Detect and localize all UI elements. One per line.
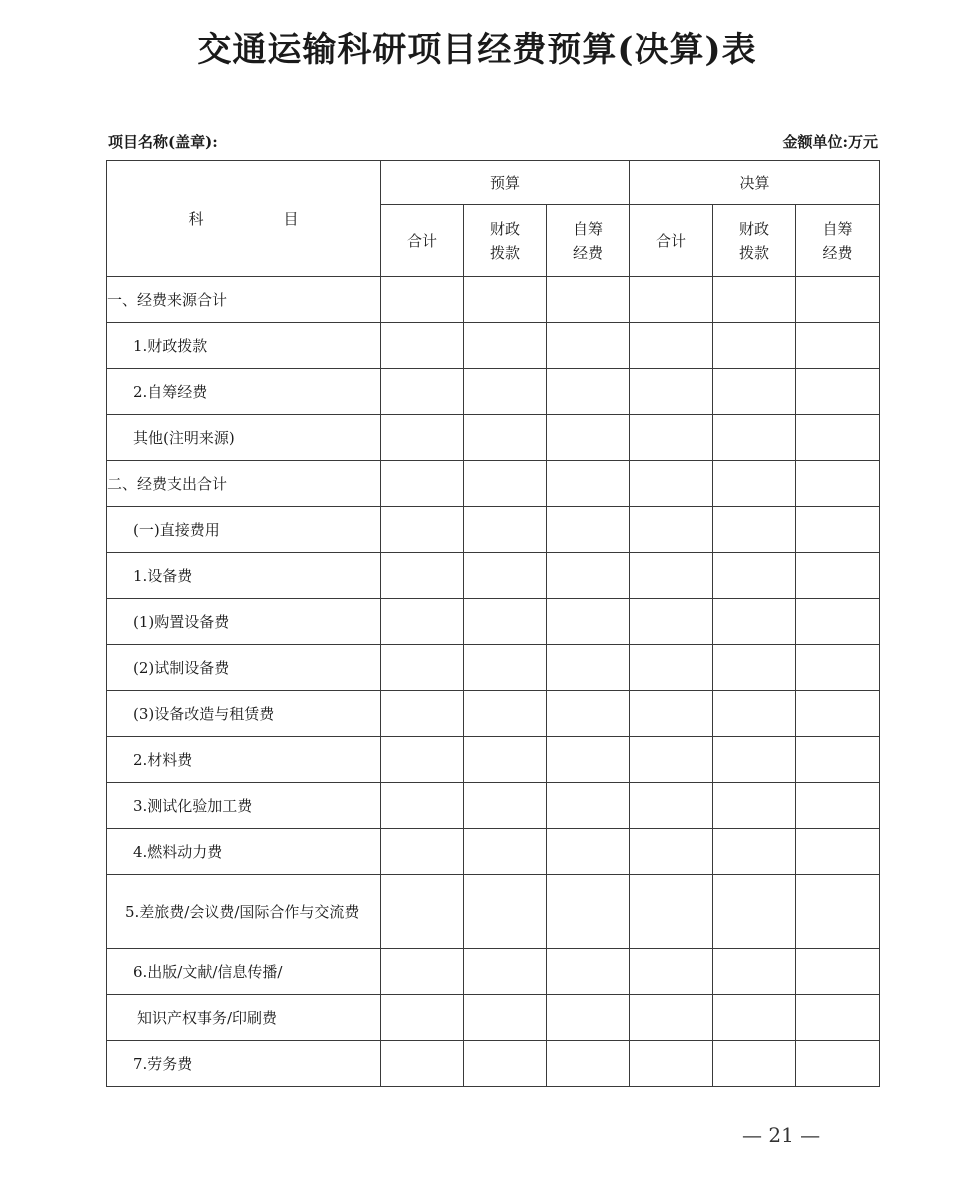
- table-cell[interactable]: [381, 1041, 464, 1087]
- table-cell[interactable]: [796, 277, 880, 323]
- table-cell[interactable]: [713, 1041, 796, 1087]
- table-cell[interactable]: [547, 949, 630, 995]
- row-label: 1.设备费: [107, 553, 381, 599]
- table-row: [107, 507, 880, 553]
- row-label: 5.差旅费/会议费/国际合作与交流费: [107, 875, 381, 949]
- table-cell[interactable]: [630, 645, 713, 691]
- table-row: [107, 277, 880, 323]
- row-label: 其他(注明来源): [107, 415, 381, 461]
- table-row: [107, 599, 880, 645]
- table-cell[interactable]: [630, 875, 713, 949]
- budget-group-header: 预算: [381, 161, 630, 205]
- table-cell[interactable]: [464, 369, 547, 415]
- table-row: [107, 783, 880, 829]
- table-cell[interactable]: [630, 995, 713, 1041]
- budget-fiscal-header: 财政 拨款: [464, 205, 547, 277]
- table-cell[interactable]: [713, 369, 796, 415]
- table-cell[interactable]: [464, 323, 547, 369]
- table-cell[interactable]: [796, 369, 880, 415]
- table-cell[interactable]: [381, 323, 464, 369]
- row-label: 二、经费支出合计: [107, 461, 381, 507]
- final-fiscal-header: 财政 拨款: [713, 205, 796, 277]
- table-cell[interactable]: [713, 323, 796, 369]
- row-label: 一、经费来源合计: [107, 277, 381, 323]
- budget-total-header: 合计: [381, 205, 464, 277]
- table-row: [107, 737, 880, 783]
- table-cell[interactable]: [381, 553, 464, 599]
- table-cell[interactable]: [713, 461, 796, 507]
- table-cell[interactable]: [464, 645, 547, 691]
- table-cell[interactable]: [464, 553, 547, 599]
- subject-header: [107, 161, 381, 277]
- table-cell[interactable]: [547, 277, 630, 323]
- table-cell[interactable]: [547, 415, 630, 461]
- table-cell[interactable]: [381, 783, 464, 829]
- table-cell[interactable]: [381, 277, 464, 323]
- table-cell[interactable]: [713, 995, 796, 1041]
- table-cell[interactable]: [547, 599, 630, 645]
- table-cell[interactable]: [713, 553, 796, 599]
- table-row: [107, 369, 880, 415]
- table-row: [107, 415, 880, 461]
- table-row: [107, 829, 880, 875]
- table-cell[interactable]: [796, 949, 880, 995]
- table-cell[interactable]: [381, 691, 464, 737]
- table-cell[interactable]: [547, 645, 630, 691]
- table-cell[interactable]: [796, 645, 880, 691]
- table-cell[interactable]: [796, 599, 880, 645]
- table-cell[interactable]: [547, 995, 630, 1041]
- table-cell[interactable]: [547, 323, 630, 369]
- table-cell[interactable]: [713, 875, 796, 949]
- table-cell[interactable]: [547, 829, 630, 875]
- table-row: [107, 1041, 880, 1087]
- table-row: [107, 323, 880, 369]
- table-cell[interactable]: [464, 829, 547, 875]
- table-cell[interactable]: [630, 415, 713, 461]
- final-account-group-header: 决算: [630, 161, 880, 205]
- table-cell[interactable]: [547, 369, 630, 415]
- header-row-groups: [107, 161, 880, 205]
- table-cell[interactable]: [381, 949, 464, 995]
- row-label: 4.燃料动力费: [107, 829, 381, 875]
- table-cell[interactable]: [713, 507, 796, 553]
- project-name-label: 项目名称(盖章):: [108, 133, 218, 151]
- page-number: — 21 —: [742, 1123, 821, 1147]
- table-cell[interactable]: [713, 829, 796, 875]
- table-cell[interactable]: [713, 783, 796, 829]
- table-cell[interactable]: [547, 1041, 630, 1087]
- table-cell[interactable]: [713, 599, 796, 645]
- table-cell[interactable]: [796, 737, 880, 783]
- final-total-header: 合计: [630, 205, 713, 277]
- table-cell[interactable]: [796, 783, 880, 829]
- table-row: [107, 995, 880, 1041]
- budget-self-raised-header: 自筹 经费: [547, 205, 630, 277]
- table-row: [107, 553, 880, 599]
- table-cell[interactable]: [796, 323, 880, 369]
- table-cell[interactable]: [630, 553, 713, 599]
- table-cell[interactable]: [630, 949, 713, 995]
- table-cell[interactable]: [381, 737, 464, 783]
- table-cell[interactable]: [796, 415, 880, 461]
- table-row: [107, 875, 880, 949]
- table-cell[interactable]: [381, 599, 464, 645]
- table-cell[interactable]: [547, 507, 630, 553]
- table-row: [107, 949, 880, 995]
- table-cell[interactable]: [630, 783, 713, 829]
- row-label: 2.自筹经费: [107, 369, 381, 415]
- table-cell[interactable]: [630, 737, 713, 783]
- table-cell[interactable]: [547, 461, 630, 507]
- table-cell[interactable]: [630, 1041, 713, 1087]
- table-cell[interactable]: [630, 277, 713, 323]
- table-cell[interactable]: [464, 277, 547, 323]
- table-cell[interactable]: [464, 949, 547, 995]
- row-label: (1)购置设备费: [107, 599, 381, 645]
- table-cell[interactable]: [796, 1041, 880, 1087]
- row-label: (2)试制设备费: [107, 645, 381, 691]
- table-cell[interactable]: [713, 645, 796, 691]
- row-label: (一)直接费用: [107, 507, 381, 553]
- page-title: 交通运输科研项目经费预算(决算)表: [197, 30, 757, 70]
- row-label: 3.测试化验加工费: [107, 783, 381, 829]
- table-cell[interactable]: [381, 415, 464, 461]
- table-cell[interactable]: [464, 1041, 547, 1087]
- table-cell[interactable]: [630, 829, 713, 875]
- table-cell[interactable]: [381, 645, 464, 691]
- table-cell[interactable]: [796, 875, 880, 949]
- table-cell[interactable]: [547, 737, 630, 783]
- table-cell[interactable]: [796, 553, 880, 599]
- subject-header-right: 目: [283, 210, 299, 228]
- table-cell[interactable]: [630, 691, 713, 737]
- table-cell[interactable]: [796, 829, 880, 875]
- row-label: 知识产权事务/印刷费: [107, 995, 381, 1041]
- table-cell[interactable]: [464, 461, 547, 507]
- row-label: (3)设备改造与租赁费: [107, 691, 381, 737]
- table-cell[interactable]: [796, 507, 880, 553]
- table-cell[interactable]: [630, 461, 713, 507]
- row-label: 7.劳务费: [107, 1041, 381, 1087]
- table-cell[interactable]: [381, 369, 464, 415]
- table-row: [107, 645, 880, 691]
- table-cell[interactable]: [796, 691, 880, 737]
- table-cell[interactable]: [464, 599, 547, 645]
- table-cell[interactable]: [713, 949, 796, 995]
- final-self-raised-header: 自筹 经费: [796, 205, 880, 277]
- row-label: 1.财政拨款: [107, 323, 381, 369]
- table-cell[interactable]: [464, 691, 547, 737]
- unit-label: 金额单位:万元: [782, 133, 878, 151]
- table-cell[interactable]: [464, 783, 547, 829]
- table-cell[interactable]: [381, 507, 464, 553]
- table-cell[interactable]: [713, 691, 796, 737]
- row-label: 2.材料费: [107, 737, 381, 783]
- table-cell[interactable]: [464, 737, 547, 783]
- table-cell[interactable]: [796, 995, 880, 1041]
- table-cell[interactable]: [464, 415, 547, 461]
- table-cell[interactable]: [630, 599, 713, 645]
- table-cell[interactable]: [796, 461, 880, 507]
- table-cell[interactable]: [381, 829, 464, 875]
- table-row: [107, 461, 880, 507]
- table-cell[interactable]: [630, 369, 713, 415]
- table-cell[interactable]: [630, 507, 713, 553]
- table-cell[interactable]: [713, 415, 796, 461]
- table-cell[interactable]: [464, 875, 547, 949]
- table-cell[interactable]: [381, 461, 464, 507]
- table-cell[interactable]: [381, 995, 464, 1041]
- table-cell[interactable]: [464, 995, 547, 1041]
- budget-table: [106, 160, 880, 1087]
- table-cell[interactable]: [713, 737, 796, 783]
- table-row: [107, 691, 880, 737]
- table-cell[interactable]: [464, 507, 547, 553]
- row-label: 6.出版/文献/信息传播/: [107, 949, 381, 995]
- table-cell[interactable]: [713, 277, 796, 323]
- table-cell[interactable]: [547, 783, 630, 829]
- table-cell[interactable]: [630, 323, 713, 369]
- table-cell[interactable]: [547, 875, 630, 949]
- table-cell[interactable]: [381, 875, 464, 949]
- table-cell[interactable]: [547, 553, 630, 599]
- subject-header-left: 科: [188, 210, 204, 228]
- table-cell[interactable]: [547, 691, 630, 737]
